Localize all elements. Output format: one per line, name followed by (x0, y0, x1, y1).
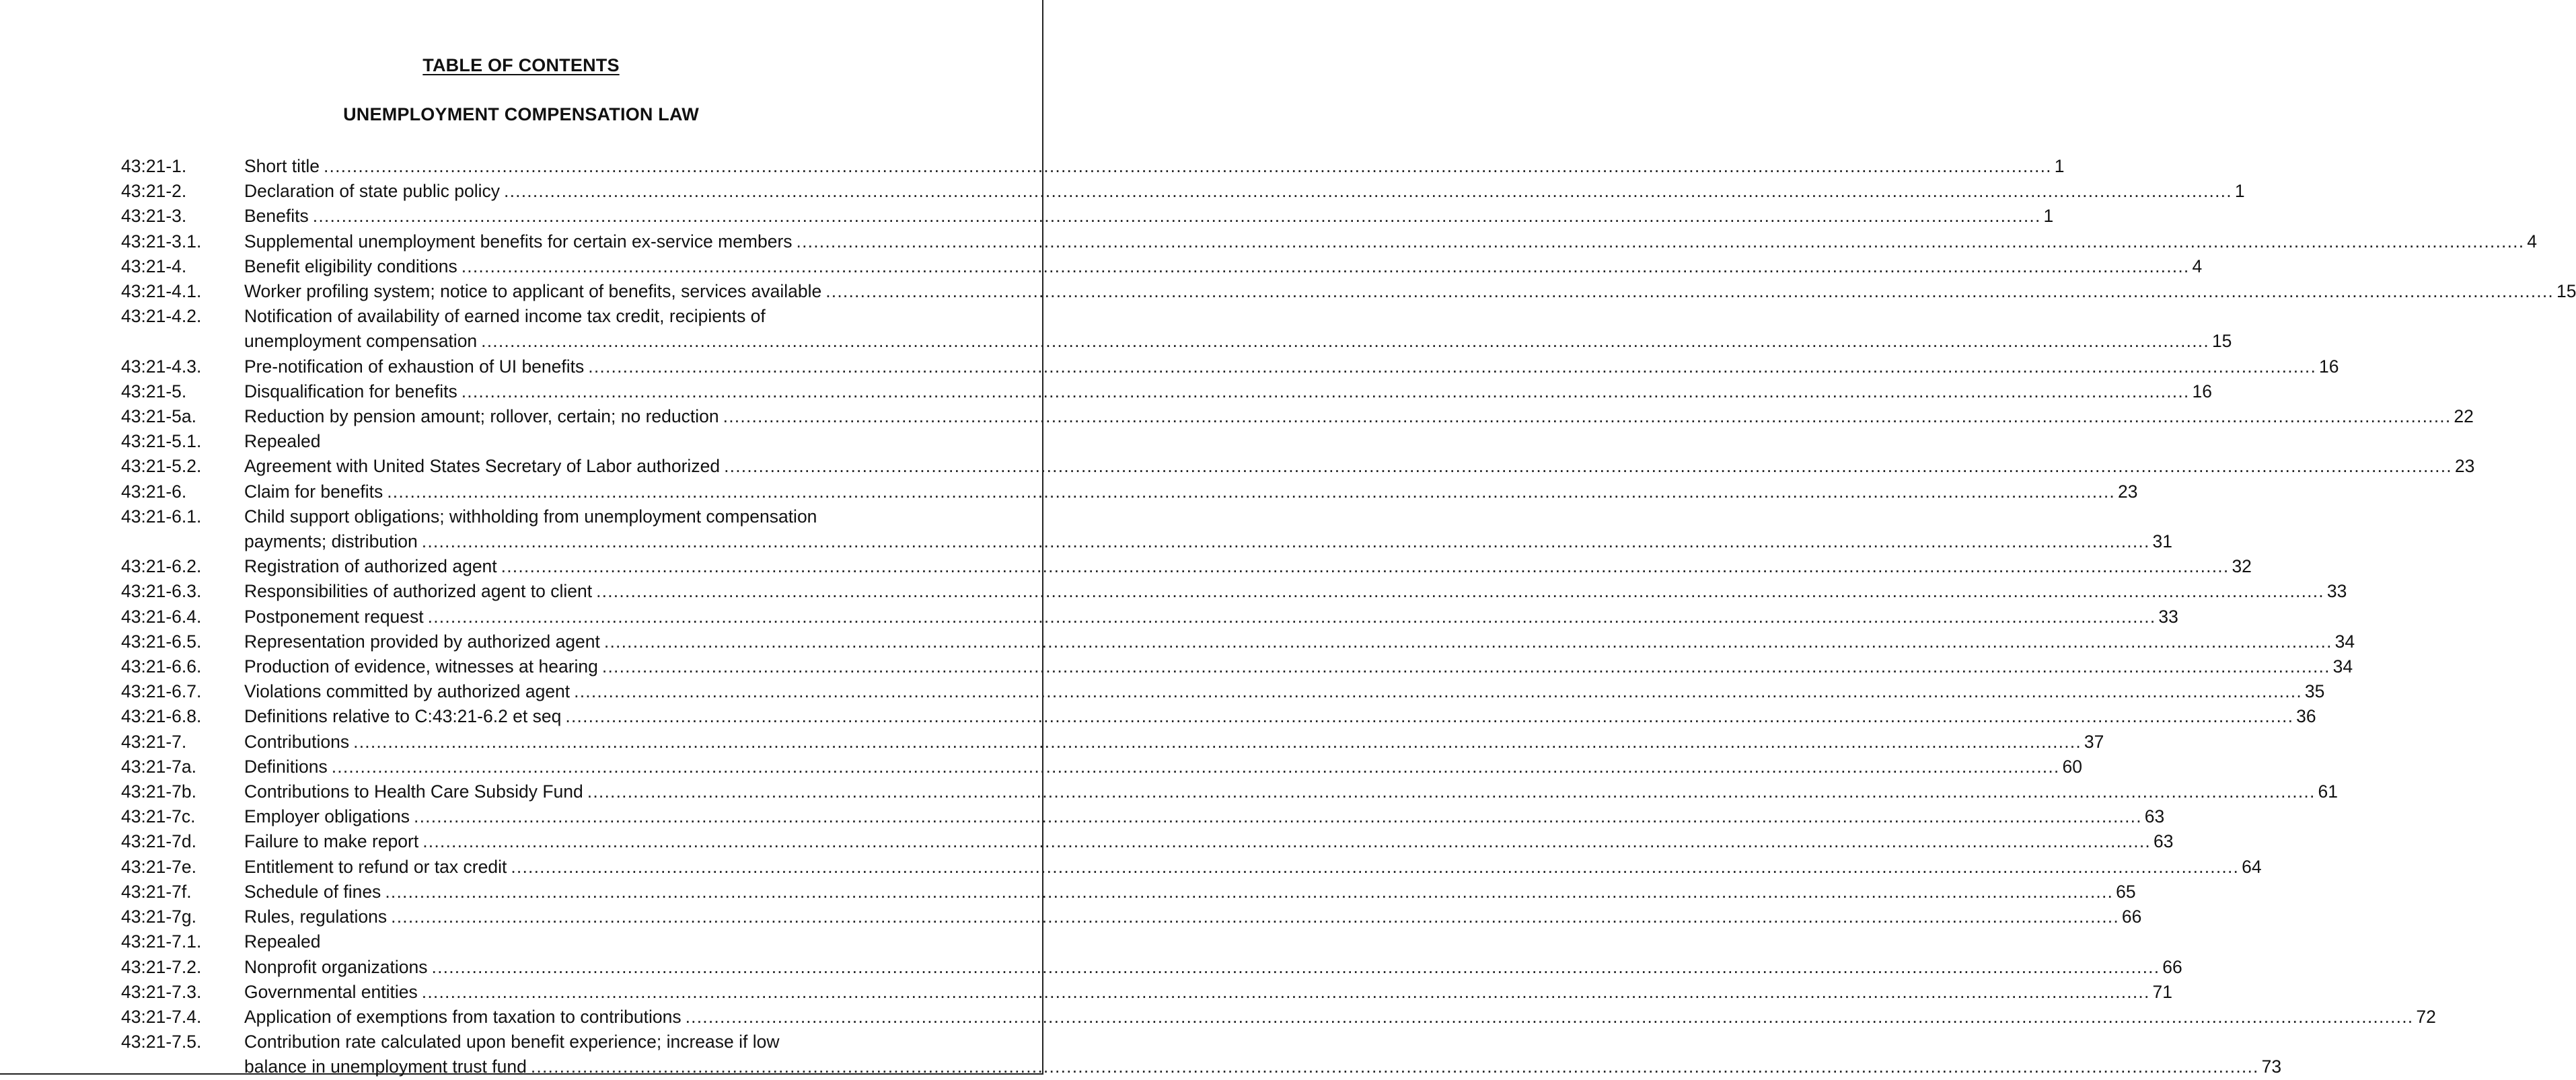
toc-title-line (244, 354, 2339, 379)
toc-entry (121, 605, 2178, 629)
toc-page-number: 63 (2153, 831, 2174, 852)
toc-entry-body (244, 254, 2203, 279)
toc-section-number: 43:21-7e. (121, 856, 196, 877)
toc-title-line (244, 279, 2576, 304)
toc-entry-body (244, 354, 2339, 379)
toc-page-number: 23 (2117, 481, 2138, 502)
toc-section-number: 43:21-6.3. (121, 581, 202, 602)
dot-leader: ............................................................................................................................................................................................................................................................................................................ (353, 731, 2082, 752)
toc-entry-body (244, 605, 2178, 629)
toc-entry-body (244, 1030, 2282, 1079)
toc-entry-body (244, 980, 2173, 1005)
toc-entry (121, 179, 2245, 204)
toc-page-number: 4 (2527, 231, 2538, 252)
dot-leader: ............................................................................................................................................................................................................................................................................................................ (421, 981, 2150, 1002)
toc-entry (121, 929, 920, 954)
toc-section-number: 43:21-3. (121, 206, 187, 227)
page-subtitle: UNEMPLOYMENT COMPENSATION LAW (343, 104, 699, 124)
toc-page-number: 15 (2556, 281, 2576, 302)
toc-entry-body (244, 929, 920, 954)
dot-leader: ............................................................................................................................................................................................................................................................................................................ (504, 181, 2232, 202)
toc-title: Registration of authorized agent (244, 556, 497, 577)
toc-section-number: 43:21-5.1. (121, 431, 202, 452)
toc-title: Agreement with United States Secretary of Labor authorized (244, 456, 721, 477)
toc-page-number: 63 (2144, 806, 2165, 827)
toc-page-number: 31 (2152, 531, 2173, 552)
toc-page-number: 73 (2261, 1056, 2282, 1077)
toc-entry-body (244, 479, 2138, 504)
toc-title-continuation: unemployment compensation (244, 331, 478, 352)
toc-entry-body (244, 154, 2065, 179)
toc-page-number: 33 (2158, 606, 2178, 627)
toc-page-number: 36 (2296, 706, 2316, 727)
toc-page-number: 15 (2211, 331, 2232, 352)
toc-entry-body (244, 679, 2325, 704)
toc-entry (121, 955, 2182, 980)
toc-title-line (244, 679, 2325, 704)
toc-page-number: 65 (2116, 881, 2136, 902)
dot-leader: ............................................................................................................................................................................................................................................................................................................ (596, 581, 2324, 602)
toc-title-line (244, 154, 2065, 179)
toc-entry (121, 429, 920, 454)
toc-page-number: 23 (2454, 456, 2475, 477)
page-title: TABLE OF CONTENTS (422, 55, 620, 75)
toc-title-line (244, 929, 920, 954)
toc-entry-body (244, 880, 2136, 904)
toc-title: Repealed (244, 431, 321, 452)
toc-entry (121, 1030, 2282, 1079)
toc-section-number: 43:21-6. (121, 481, 187, 502)
toc-title: Benefit eligibility conditions (244, 256, 457, 276)
dot-leader: ............................................................................................................................................................................................................................................................................................................ (565, 706, 2294, 727)
toc-section-number: 43:21-7g. (121, 907, 196, 927)
toc-section-number: 43:21-6.2. (121, 556, 202, 577)
toc-section-number: 43:21-7.5. (121, 1032, 202, 1052)
toc-title: Postponement request (244, 606, 424, 627)
toc-section-number: 43:21-7.4. (121, 1006, 202, 1027)
toc-page-number: 37 (2084, 731, 2104, 752)
toc-entry (121, 204, 2054, 229)
toc-section-number: 43:21-6.1. (121, 506, 202, 527)
toc-title: Failure to make report (244, 831, 419, 852)
toc-entry (121, 154, 2065, 179)
toc-entry (121, 755, 2082, 779)
dot-leader: ............................................................................................................................................................................................................................................................................................................ (323, 156, 2052, 176)
toc-entry (121, 279, 2576, 304)
toc-entry (121, 704, 2316, 729)
toc-page-number: 22 (2454, 406, 2474, 427)
toc-entry-body (244, 654, 2353, 679)
toc-entry (121, 504, 2173, 554)
toc-entry-body (244, 304, 2232, 354)
toc-page-number: 64 (2242, 856, 2262, 877)
toc-title-line (244, 404, 2474, 429)
toc-title-line (244, 955, 2182, 980)
toc-section-number: 43:21-6.4. (121, 606, 202, 627)
toc-title: Entitlement to refund or tax credit (244, 856, 507, 877)
toc-title-continuation: payments; distribution (244, 531, 418, 552)
toc-entry-body (244, 579, 2347, 604)
toc-title: Disqualification for benefits (244, 381, 457, 401)
toc-entry (121, 904, 2142, 929)
dot-leader: ............................................................................................................................................................................................................................................................................................................ (825, 281, 2554, 302)
toc-title: Worker profiling system; notice to applicant of benefits, services available (244, 281, 822, 302)
toc-page-number: 1 (2234, 181, 2245, 202)
toc-title-line (244, 804, 2165, 829)
toc-entry-body (244, 755, 2082, 779)
toc-section-number: 43:21-4.1. (121, 281, 202, 302)
toc-page-number: 66 (2162, 956, 2182, 977)
toc-section-number: 43:21-3.1. (121, 231, 202, 252)
toc-section-number: 43:21-7. (121, 731, 187, 752)
toc-section-number: 43:21-7.1. (121, 931, 202, 952)
toc-title-line (244, 654, 2353, 679)
toc-section-number: 43:21-7d. (121, 831, 196, 852)
toc-entry-body (244, 379, 2212, 404)
toc-title: Production of evidence, witnesses at hearing (244, 656, 598, 677)
toc-entry (121, 354, 2339, 379)
toc-title: Repealed (244, 931, 321, 952)
toc-title-line (244, 179, 2245, 204)
toc-entry (121, 855, 2262, 880)
toc-entry (121, 1005, 2436, 1030)
toc-entry (121, 804, 2165, 829)
toc-title: Reduction by pension amount; rollover, certain; no reduction (244, 406, 719, 427)
dot-leader: ............................................................................................................................................................................................................................................................................................................ (587, 781, 2316, 802)
toc-page-number: 32 (2232, 556, 2252, 577)
toc-title-line (244, 329, 2232, 354)
dot-leader: ............................................................................................................................................................................................................................................................................................................ (431, 956, 2160, 977)
toc-entry (121, 679, 2325, 704)
toc-entry (121, 254, 2203, 279)
toc-title: Notification of availability of earned income tax credit, recipients of (244, 306, 766, 327)
toc-title-line (244, 629, 2355, 654)
toc-section-number: 43:21-7a. (121, 756, 196, 777)
dot-leader: ............................................................................................................................................................................................................................................................................................................ (603, 631, 2332, 652)
toc-title-line (244, 605, 2178, 629)
toc-title: Nonprofit organizations (244, 956, 428, 977)
toc-entry-body (244, 504, 2173, 554)
dot-leader: ............................................................................................................................................................................................................................................................................................................ (414, 806, 2142, 827)
toc-entry-body (244, 904, 2142, 929)
toc-title-line (244, 579, 2347, 604)
toc-title-line (244, 730, 2104, 755)
toc-page-number: 34 (2334, 631, 2355, 652)
toc-entry (121, 829, 2174, 854)
toc-section-number: 43:21-7f. (121, 881, 192, 902)
toc-entry-body (244, 1005, 2436, 1030)
dot-leader: ............................................................................................................................................................................................................................................................................................................ (723, 406, 2452, 427)
toc-section-number: 43:21-5. (121, 381, 187, 401)
toc-entry (121, 304, 2232, 354)
toc-title: Pre-notification of exhaustion of UI benefits (244, 356, 585, 377)
toc-title-line (244, 755, 2082, 779)
dot-leader: ............................................................................................................................................................................................................................................................................................................ (511, 856, 2240, 877)
toc-title: Short title (244, 156, 320, 176)
toc-page-number: 16 (2192, 381, 2212, 401)
toc-page-number: 66 (2121, 907, 2142, 927)
table-of-contents (121, 154, 2576, 1080)
toc-section-number: 43:21-4.2. (121, 306, 202, 327)
toc-entry-body (244, 704, 2316, 729)
toc-page-number: 1 (2054, 156, 2065, 176)
toc-entry-body (244, 955, 2182, 980)
toc-section-number: 43:21-6.7. (121, 681, 202, 702)
dot-leader: ............................................................................................................................................................................................................................................................................................................ (530, 1056, 2259, 1077)
toc-entry-body (244, 629, 2355, 654)
toc-title-line (244, 229, 2538, 254)
toc-title-line (244, 880, 2136, 904)
toc-title: Contributions (244, 731, 350, 752)
toc-entry (121, 404, 2474, 429)
toc-entry (121, 479, 2138, 504)
toc-entry-body (244, 204, 2054, 229)
toc-title-line (244, 454, 2475, 479)
toc-section-number: 43:21-4.3. (121, 356, 202, 377)
dot-leader: ............................................................................................................................................................................................................................................................................................................ (331, 756, 2060, 777)
toc-title-line (244, 1054, 2282, 1079)
toc-title-line (244, 429, 920, 454)
toc-entry (121, 629, 2355, 654)
toc-entry-body (244, 179, 2245, 204)
toc-title-line (244, 479, 2138, 504)
toc-entry (121, 379, 2212, 404)
toc-title: Rules, regulations (244, 907, 388, 927)
toc-section-number: 43:21-1. (121, 156, 187, 176)
toc-page-number: 33 (2326, 581, 2347, 602)
toc-page-number: 34 (2332, 656, 2353, 677)
toc-title: Benefits (244, 206, 309, 227)
toc-entry (121, 730, 2104, 755)
toc-title: Contributions to Health Care Subsidy Fund (244, 781, 583, 802)
toc-entry (121, 980, 2173, 1005)
toc-page-number: 4 (2192, 256, 2203, 276)
toc-title: Employer obligations (244, 806, 410, 827)
toc-entry (121, 579, 2347, 604)
toc-page-number: 35 (2304, 681, 2325, 702)
dot-leader: ............................................................................................................................................................................................................................................................................................................ (574, 681, 2302, 702)
toc-title-line (244, 204, 2054, 229)
toc-title-line (244, 1005, 2436, 1030)
toc-title-line (244, 980, 2173, 1005)
toc-section-number: 43:21-7.3. (121, 981, 202, 1002)
toc-title: Child support obligations; withholding from unemployment compensation (244, 506, 817, 527)
toc-title-line (244, 554, 2252, 579)
toc-title: Application of exemptions from taxation to contributions (244, 1006, 682, 1027)
toc-page-number: 1 (2043, 206, 2054, 227)
toc-page-number: 71 (2152, 981, 2173, 1002)
toc-title-line (244, 379, 2212, 404)
toc-page-number: 72 (2416, 1006, 2436, 1027)
toc-section-number: 43:21-6.6. (121, 656, 202, 677)
toc-title: Definitions relative to C:43:21-6.2 et seq (244, 706, 562, 727)
toc-entry (121, 554, 2252, 579)
toc-section-number: 43:21-2. (121, 181, 187, 202)
toc-title: Violations committed by authorized agent (244, 681, 571, 702)
dot-leader: ............................................................................................................................................................................................................................................................................................................ (461, 381, 2190, 401)
toc-section-number: 43:21-6.5. (121, 631, 202, 652)
toc-entry-body (244, 554, 2252, 579)
toc-page-number: 60 (2062, 756, 2082, 777)
toc-section-number: 43:21-6.8. (121, 706, 202, 727)
dot-leader: ............................................................................................................................................................................................................................................................................................................ (427, 606, 2156, 627)
dot-leader: ............................................................................................................................................................................................................................................................................................................ (461, 256, 2190, 276)
toc-entry-body (244, 855, 2262, 880)
dot-leader: ............................................................................................................................................................................................................................................................................................................ (391, 907, 2119, 927)
toc-title: Contribution rate calculated upon benefit experience; increase if low (244, 1032, 780, 1052)
toc-entry-body (244, 454, 2475, 479)
toc-title-line (244, 704, 2316, 729)
toc-title: Declaration of state public policy (244, 181, 501, 202)
dot-leader: ............................................................................................................................................................................................................................................................................................................ (385, 881, 2114, 902)
toc-entry-body (244, 804, 2165, 829)
dot-leader: ............................................................................................................................................................................................................................................................................................................ (796, 231, 2525, 252)
toc-title: Claim for benefits (244, 481, 383, 502)
toc-entry-body (244, 829, 2174, 854)
toc-entry-body (244, 404, 2474, 429)
toc-title: Supplemental unemployment benefits for certain ex-service members (244, 231, 793, 252)
dot-leader: ............................................................................................................................................................................................................................................................................................................ (387, 481, 2115, 502)
toc-section-number: 43:21-5a. (121, 406, 196, 427)
toc-entry-body (244, 229, 2538, 254)
toc-title: Definitions (244, 756, 328, 777)
toc-title-line (244, 855, 2262, 880)
dot-leader: ............................................................................................................................................................................................................................................................................................................ (724, 456, 2452, 477)
toc-entry (121, 654, 2353, 679)
toc-section-number: 43:21-7c. (121, 806, 196, 827)
dot-leader: ............................................................................................................................................................................................................................................................................................................ (601, 656, 2330, 677)
toc-title-continuation: balance in unemployment trust fund (244, 1056, 527, 1077)
toc-title: Responsibilities of authorized agent to client (244, 581, 593, 602)
toc-page-number: 61 (2318, 781, 2339, 802)
dot-leader: ............................................................................................................................................................................................................................................................................................................ (481, 331, 2209, 352)
toc-title: Representation provided by authorized agent (244, 631, 600, 652)
toc-title: Governmental entities (244, 981, 418, 1002)
toc-section-number: 43:21-4. (121, 256, 187, 276)
toc-title-line (244, 829, 2174, 854)
toc-title-line (244, 904, 2142, 929)
toc-title: Schedule of fines (244, 881, 381, 902)
toc-title-line (244, 254, 2203, 279)
toc-entry-body (244, 279, 2576, 304)
toc-entry (121, 779, 2339, 804)
toc-title-line (244, 779, 2339, 804)
toc-entry (121, 880, 2136, 904)
dot-leader: ............................................................................................................................................................................................................................................................................................................ (501, 556, 2230, 577)
toc-entry (121, 229, 2538, 254)
toc-title-line (244, 529, 2173, 554)
toc-page-number: 16 (2319, 356, 2339, 377)
toc-entry-body (244, 429, 920, 454)
toc-entry-body (244, 730, 2104, 755)
dot-leader: ............................................................................................................................................................................................................................................................................................................ (422, 831, 2151, 852)
toc-entry (121, 454, 2475, 479)
dot-leader: ............................................................................................................................................................................................................................................................................................................ (685, 1006, 2414, 1027)
toc-section-number: 43:21-7.2. (121, 956, 202, 977)
dot-leader: ............................................................................................................................................................................................................................................................................................................ (312, 206, 2041, 227)
toc-section-number: 43:21-5.2. (121, 456, 202, 477)
toc-entry-body (244, 779, 2339, 804)
dot-leader: ............................................................................................................................................................................................................................................................................................................ (421, 531, 2150, 552)
toc-section-number: 43:21-7b. (121, 781, 196, 802)
dot-leader: ............................................................................................................................................................................................................................................................................................................ (588, 356, 2317, 377)
